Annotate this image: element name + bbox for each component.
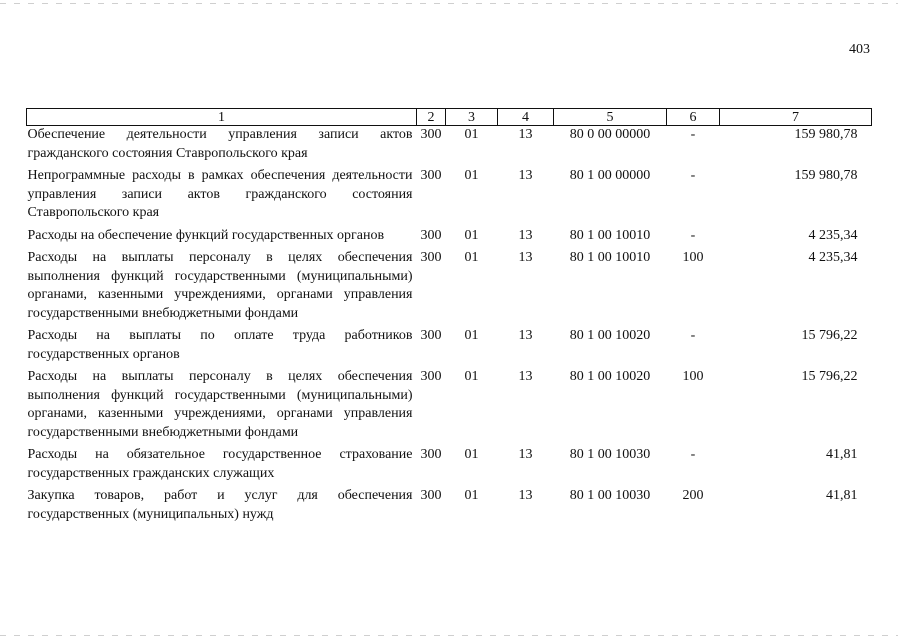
column-header: 5 xyxy=(554,109,667,126)
table-row xyxy=(27,327,872,368)
row-amount: 4 235,34 xyxy=(808,227,858,243)
row-expense-type: - xyxy=(690,447,696,462)
row-ministry-code: 300 xyxy=(420,127,442,142)
row-amount: 159 980,78 xyxy=(794,127,858,142)
row-target-article: 80 1 00 10020 xyxy=(569,328,651,343)
budget-table xyxy=(26,108,872,528)
row-ministry-code: 300 xyxy=(420,227,442,243)
row-ministry-code: 300 xyxy=(420,328,442,343)
row-description: Обеспечение деятельности управления записи актов гражданского состояния Ставропольского края xyxy=(27,127,413,161)
row-ministry-code: 300 xyxy=(420,447,442,462)
table-row xyxy=(27,368,872,446)
row-target-article: 80 0 00 00000 xyxy=(569,127,651,142)
row-amount: 41,81 xyxy=(826,447,858,462)
row-section-code: 01 xyxy=(464,369,479,384)
table-row xyxy=(27,446,872,487)
row-subsection-code: 13 xyxy=(518,168,533,183)
row-amount: 15 796,22 xyxy=(801,369,858,384)
row-ministry-code: 300 xyxy=(420,168,442,183)
row-expense-type: - xyxy=(690,328,696,343)
row-amount: 4 235,34 xyxy=(808,250,858,265)
row-subsection-code: 13 xyxy=(518,328,533,343)
column-header: 4 xyxy=(498,109,554,126)
row-amount: 41,81 xyxy=(826,488,858,503)
row-description: Закупка товаров, работ и услуг для обеспечения государственных (муниципальных) нужд xyxy=(27,488,413,522)
table-body xyxy=(27,126,872,529)
row-section-code: 01 xyxy=(464,250,479,265)
row-ministry-code: 300 xyxy=(420,250,442,265)
row-subsection-code: 13 xyxy=(518,488,533,503)
row-section-code: 01 xyxy=(464,127,479,142)
row-expense-type: - xyxy=(690,127,696,142)
row-target-article: 80 1 00 10030 xyxy=(569,488,651,503)
row-expense-type: 200 xyxy=(682,488,704,503)
row-expense-type: - xyxy=(690,168,696,183)
row-subsection-code: 13 xyxy=(518,227,533,243)
scan-edge-top xyxy=(0,3,898,4)
row-section-code: 01 xyxy=(464,447,479,462)
table-row xyxy=(27,249,872,327)
row-ministry-code: 300 xyxy=(420,369,442,384)
table-header-row xyxy=(27,109,872,126)
row-section-code: 01 xyxy=(464,168,479,183)
table-row xyxy=(27,167,872,227)
row-subsection-code: 13 xyxy=(518,127,533,142)
row-section-code: 01 xyxy=(464,227,479,243)
row-target-article: 80 1 00 10020 xyxy=(569,369,651,384)
row-amount: 15 796,22 xyxy=(801,328,858,343)
row-expense-type: - xyxy=(690,227,696,243)
row-expense-type: 100 xyxy=(682,250,704,265)
row-section-code: 01 xyxy=(464,488,479,503)
column-header: 2 xyxy=(417,109,446,126)
row-section-code: 01 xyxy=(464,328,479,343)
scan-edge-bottom xyxy=(0,635,898,636)
table-row xyxy=(27,126,872,168)
row-description: Расходы на обеспечение функций государственных органов xyxy=(27,227,385,243)
row-target-article: 80 1 00 10010 xyxy=(569,250,651,265)
row-description: Расходы на выплаты персоналу в целях обеспечения выполнения функций государственными (муниципальными) органами, казенными учреждениями, органами управления государственными внебюджетными фондами xyxy=(27,250,413,321)
table-row xyxy=(27,227,872,250)
row-subsection-code: 13 xyxy=(518,369,533,384)
row-target-article: 80 1 00 00000 xyxy=(569,168,651,183)
row-description: Расходы на выплаты персоналу в целях обеспечения выполнения функций государственными (муниципальными) органами, казенными учреждениями, органами управления государственными внебюджетными фондами xyxy=(27,369,413,440)
row-description: Непрограммные расходы в рамках обеспечения деятельности управления записи актов гражданского состояния Ставропольского края xyxy=(27,168,413,220)
row-description: Расходы на выплаты по оплате труда работников государственных органов xyxy=(27,328,413,362)
row-target-article: 80 1 00 10030 xyxy=(569,447,651,462)
column-header: 7 xyxy=(720,109,872,126)
row-ministry-code: 300 xyxy=(420,488,442,503)
row-subsection-code: 13 xyxy=(518,250,533,265)
page-number: 403 xyxy=(849,42,870,57)
column-header: 1 xyxy=(27,109,417,126)
table-row xyxy=(27,487,872,528)
row-subsection-code: 13 xyxy=(518,447,533,462)
row-description: Расходы на обязательное государственное страхование государственных гражданских служащих xyxy=(27,447,413,481)
column-header: 6 xyxy=(667,109,720,126)
column-header: 3 xyxy=(446,109,498,126)
row-target-article: 80 1 00 10010 xyxy=(569,227,651,243)
row-expense-type: 100 xyxy=(682,369,704,384)
row-amount: 159 980,78 xyxy=(794,168,858,183)
